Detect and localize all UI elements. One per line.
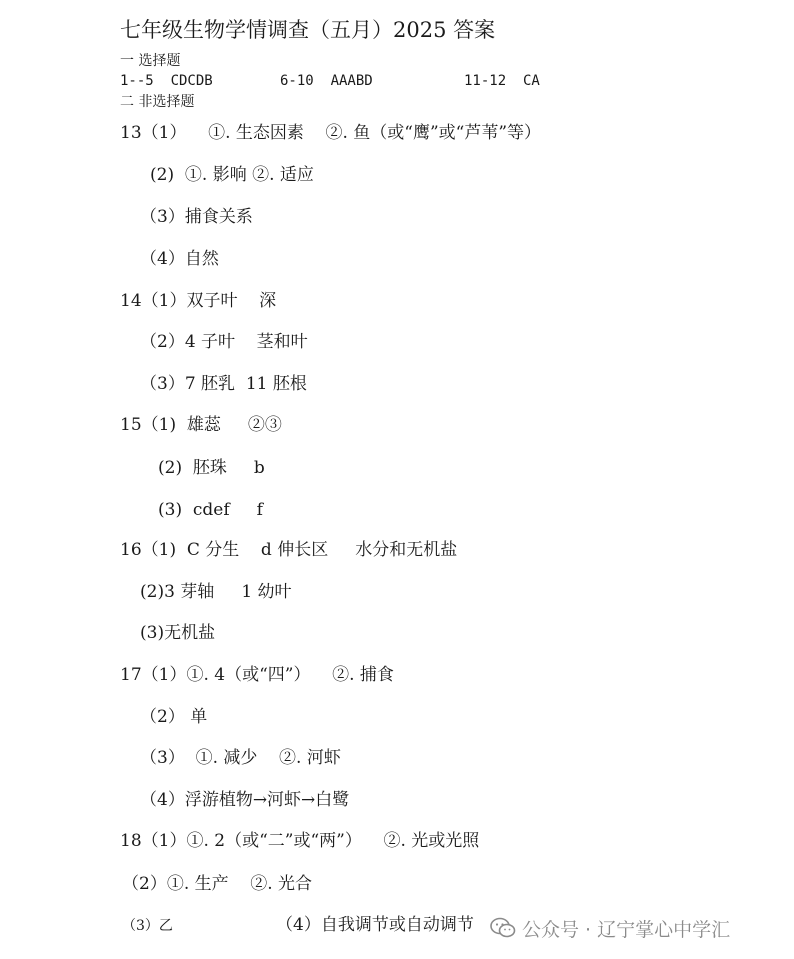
answer-18-2: （2）①. 生产 ②. 光合 bbox=[122, 874, 313, 894]
answer-16-1: 16（1) C 分生 d 伸长区 水分和无机盐 bbox=[120, 540, 458, 560]
answer-17-2: （2） 单 bbox=[140, 707, 208, 727]
answer-15-3: (3) cdef f bbox=[158, 500, 263, 520]
answer-14-1: 14（1）双子叶 深 bbox=[120, 291, 277, 311]
answer-18-4: （4）自我调节或自动调节 bbox=[276, 915, 474, 935]
answer-13-1: 13（1） ①. 生态因素 ②. 鱼（或“鹰”或“芦苇”等） bbox=[120, 123, 542, 143]
answer-17-3: （3） ①. 减少 ②. 河虾 bbox=[140, 748, 341, 768]
answer-16-2: (2)3 芽轴 1 幼叶 bbox=[140, 582, 292, 602]
answer-13-3: （3）捕食关系 bbox=[140, 207, 253, 227]
choice-answers-1-5: 1--5 CDCDB bbox=[120, 73, 213, 89]
watermark bbox=[490, 912, 730, 944]
section-heading-choice: 一 选择题 bbox=[120, 53, 181, 69]
answer-13-4: （4）自然 bbox=[140, 249, 219, 269]
answer-13-2: (2) ①. 影响 ②. 适应 bbox=[150, 165, 314, 185]
answer-17-4: （4）浮游植物→河虾→白鹭 bbox=[140, 790, 350, 810]
section-heading-nonchoice: 二 非选择题 bbox=[120, 94, 195, 110]
answer-14-2: （2）4 子叶 茎和叶 bbox=[140, 332, 308, 352]
choice-answers-6-10: 6-10 AAABD bbox=[280, 73, 373, 89]
wechat-icon bbox=[490, 917, 516, 939]
answer-18-1: 18（1）①. 2（或“二”或“两”） ②. 光或光照 bbox=[120, 831, 480, 851]
watermark-text: 公众号 · 辽宁掌心中学汇 bbox=[522, 918, 731, 941]
choice-answers-11-12: 11-12 CA bbox=[464, 73, 540, 89]
answer-18-3: （3）乙 bbox=[122, 918, 173, 934]
answer-15-2: (2) 胚珠 b bbox=[158, 458, 265, 478]
answer-15-1: 15（1) 雄蕊 ②③ bbox=[120, 415, 282, 435]
answer-16-3: (3)无机盐 bbox=[140, 623, 216, 643]
answer-14-3: （3）7 胚乳 11 胚根 bbox=[140, 374, 307, 394]
answer-17-1: 17（1）①. 4（或“四”） ②. 捕食 bbox=[120, 665, 394, 685]
page-title: 七年级生物学情调查（五月）2025 答案 bbox=[120, 18, 496, 42]
